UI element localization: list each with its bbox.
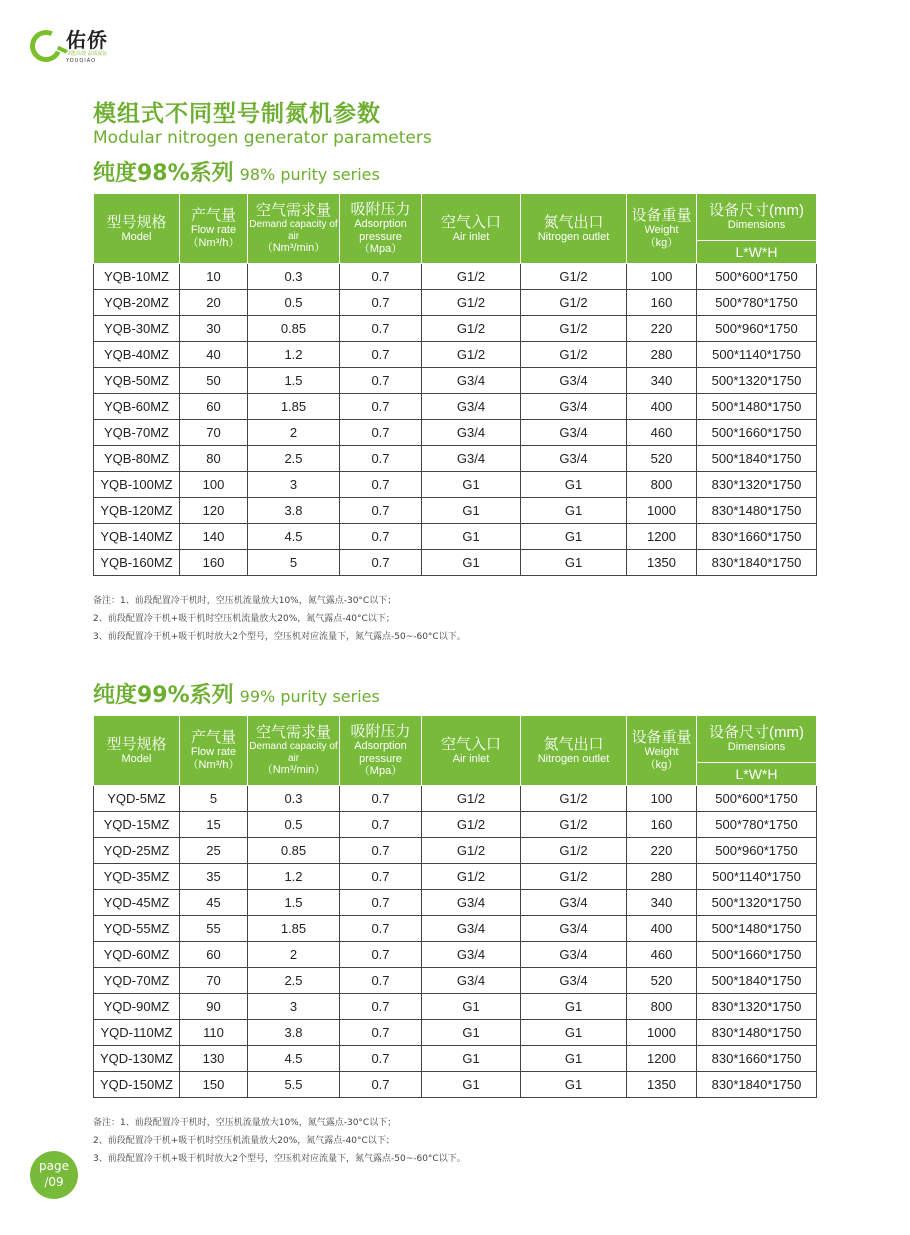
note-line: 备注：1、前段配置冷干机时，空压机流量放大10%，氮气露点-30°C以下； [93, 596, 397, 606]
series-99-title-cn: 纯度99%系列 [93, 683, 234, 708]
cell-weight: 1000 [627, 498, 697, 524]
table-row [94, 786, 817, 812]
cell-weight: 400 [627, 394, 697, 420]
cell-inlet: G3/4 [422, 890, 521, 916]
cell-outlet: G3/4 [521, 890, 627, 916]
cell-model: YQB-40MZ [94, 342, 180, 368]
cell-dimensions: 500*960*1750 [697, 838, 817, 864]
spec-table-99 [93, 715, 817, 1098]
cell-pressure: 0.7 [340, 368, 422, 394]
table-row [94, 838, 817, 864]
cell-flow: 160 [180, 550, 248, 576]
cell-flow: 140 [180, 524, 248, 550]
cell-flow: 50 [180, 368, 248, 394]
table-row [94, 994, 817, 1020]
cell-weight: 280 [627, 864, 697, 890]
cell-model: YQD-15MZ [94, 812, 180, 838]
table-98-body [94, 264, 817, 576]
cell-dimensions: 500*1480*1750 [697, 394, 817, 420]
cell-flow: 10 [180, 264, 248, 290]
cell-flow: 100 [180, 472, 248, 498]
cell-pressure: 0.7 [340, 786, 422, 812]
notes-99 [93, 1114, 466, 1168]
cell-flow: 35 [180, 864, 248, 890]
cell-model: YQB-20MZ [94, 290, 180, 316]
cell-inlet: G3/4 [422, 942, 521, 968]
cell-dimensions: 830*1840*1750 [697, 550, 817, 576]
cell-pressure: 0.7 [340, 420, 422, 446]
cell-weight: 340 [627, 890, 697, 916]
cell-pressure: 0.7 [340, 864, 422, 890]
cell-dimensions: 830*1480*1750 [697, 1020, 817, 1046]
cell-outlet: G1 [521, 1072, 627, 1098]
cell-inlet: G1/2 [422, 838, 521, 864]
header-demand: 空气需求量 Demand capacity of air （Nm³/min） [248, 194, 340, 264]
header-model: 型号规格 Model [94, 194, 180, 264]
cell-inlet: G1 [422, 1046, 521, 1072]
cell-weight: 1000 [627, 1020, 697, 1046]
cell-demand: 1.2 [248, 342, 340, 368]
cell-model: YQD-70MZ [94, 968, 180, 994]
cell-inlet: G1 [422, 524, 521, 550]
cell-pressure: 0.7 [340, 890, 422, 916]
cell-weight: 460 [627, 942, 697, 968]
table-row [94, 1020, 817, 1046]
cell-flow: 30 [180, 316, 248, 342]
table-row [94, 1046, 817, 1072]
cell-inlet: G1 [422, 472, 521, 498]
cell-dimensions: 500*1140*1750 [697, 864, 817, 890]
cell-model: YQD-55MZ [94, 916, 180, 942]
spec-table-98 [93, 193, 817, 576]
cell-pressure: 0.7 [340, 942, 422, 968]
cell-flow: 55 [180, 916, 248, 942]
table-row [94, 264, 817, 290]
header-dimensions-sub: L*W*H [697, 763, 817, 786]
table-row [94, 420, 817, 446]
series-98-title-cn: 纯度98%系列 [93, 161, 234, 186]
cell-model: YQB-70MZ [94, 420, 180, 446]
cell-demand: 0.3 [248, 786, 340, 812]
cell-dimensions: 500*1140*1750 [697, 342, 817, 368]
cell-weight: 800 [627, 472, 697, 498]
cell-flow: 130 [180, 1046, 248, 1072]
cell-inlet: G1 [422, 550, 521, 576]
cell-demand: 4.5 [248, 1046, 340, 1072]
cell-dimensions: 500*960*1750 [697, 316, 817, 342]
cell-outlet: G1/2 [521, 342, 627, 368]
cell-outlet: G1/2 [521, 316, 627, 342]
cell-weight: 520 [627, 968, 697, 994]
cell-model: YQB-50MZ [94, 368, 180, 394]
cell-pressure: 0.7 [340, 1020, 422, 1046]
cell-outlet: G3/4 [521, 942, 627, 968]
cell-dimensions: 500*1840*1750 [697, 968, 817, 994]
logo-brand-cn: 佑侨 [66, 27, 108, 52]
cell-outlet: G3/4 [521, 394, 627, 420]
table-99-body [94, 786, 817, 1098]
note-line: 2、前段配置冷干机+吸干机时空压机流量放大20%，氮气露点-40°C以下； [93, 1136, 395, 1146]
cell-inlet: G3/4 [422, 394, 521, 420]
cell-weight: 1200 [627, 524, 697, 550]
cell-demand: 5 [248, 550, 340, 576]
header-pressure: 吸附压力 Adsorption pressure （Mpa） [340, 194, 422, 264]
logo-q-mark [25, 25, 66, 66]
cell-weight: 520 [627, 446, 697, 472]
cell-pressure: 0.7 [340, 342, 422, 368]
cell-flow: 110 [180, 1020, 248, 1046]
cell-weight: 220 [627, 838, 697, 864]
cell-outlet: G3/4 [521, 368, 627, 394]
cell-model: YQD-130MZ [94, 1046, 180, 1072]
cell-demand: 1.5 [248, 890, 340, 916]
header-inlet: 空气入口 Air inlet [422, 716, 521, 786]
cell-pressure: 0.7 [340, 394, 422, 420]
cell-model: YQB-160MZ [94, 550, 180, 576]
cell-demand: 1.85 [248, 394, 340, 420]
cell-dimensions: 500*1660*1750 [697, 942, 817, 968]
cell-dimensions: 500*1660*1750 [697, 420, 817, 446]
cell-outlet: G3/4 [521, 420, 627, 446]
cell-inlet: G3/4 [422, 420, 521, 446]
cell-flow: 90 [180, 994, 248, 1020]
cell-flow: 25 [180, 838, 248, 864]
cell-inlet: G1/2 [422, 290, 521, 316]
cell-weight: 160 [627, 812, 697, 838]
cell-demand: 4.5 [248, 524, 340, 550]
cell-model: YQB-140MZ [94, 524, 180, 550]
cell-dimensions: 500*1480*1750 [697, 916, 817, 942]
cell-model: YQD-110MZ [94, 1020, 180, 1046]
page-title-en: Modular nitrogen generator parameters [93, 128, 432, 148]
table-row [94, 812, 817, 838]
cell-dimensions: 830*1480*1750 [697, 498, 817, 524]
header-demand: 空气需求量 Demand capacity of air （Nm³/min） [248, 716, 340, 786]
cell-model: YQB-80MZ [94, 446, 180, 472]
cell-weight: 100 [627, 786, 697, 812]
table-row [94, 498, 817, 524]
page-label: page [39, 1159, 69, 1173]
cell-weight: 160 [627, 290, 697, 316]
table-row [94, 916, 817, 942]
cell-inlet: G1/2 [422, 786, 521, 812]
header-flow: 产气量 Flow rate （Nm³/h） [180, 716, 248, 786]
cell-pressure: 0.7 [340, 1072, 422, 1098]
cell-demand: 3.8 [248, 498, 340, 524]
cell-weight: 280 [627, 342, 697, 368]
cell-outlet: G1/2 [521, 864, 627, 890]
cell-demand: 1.85 [248, 916, 340, 942]
cell-inlet: G3/4 [422, 968, 521, 994]
cell-inlet: G1 [422, 1020, 521, 1046]
cell-outlet: G1 [521, 472, 627, 498]
cell-dimensions: 830*1320*1750 [697, 994, 817, 1020]
cell-model: YQB-30MZ [94, 316, 180, 342]
header-weight: 设备重量 Weight （kg） [627, 194, 697, 264]
table-row [94, 446, 817, 472]
cell-inlet: G1 [422, 994, 521, 1020]
cell-dimensions: 500*600*1750 [697, 264, 817, 290]
cell-inlet: G1/2 [422, 812, 521, 838]
cell-model: YQB-10MZ [94, 264, 180, 290]
page-title-cn: 模组式不同型号制氮机参数 [93, 101, 381, 127]
cell-outlet: G1/2 [521, 290, 627, 316]
cell-inlet: G1/2 [422, 864, 521, 890]
cell-pressure: 0.7 [340, 290, 422, 316]
cell-flow: 120 [180, 498, 248, 524]
cell-flow: 70 [180, 420, 248, 446]
cell-flow: 70 [180, 968, 248, 994]
table-row [94, 968, 817, 994]
notes-98 [93, 592, 466, 646]
cell-pressure: 0.7 [340, 838, 422, 864]
note-line: 备注：1、前段配置冷干机时，空压机流量放大10%，氮气露点-30°C以下； [93, 1118, 397, 1128]
cell-inlet: G3/4 [422, 916, 521, 942]
cell-outlet: G1/2 [521, 838, 627, 864]
table-row [94, 890, 817, 916]
table-row [94, 1072, 817, 1098]
series-98-title [93, 156, 380, 187]
note-line: 2、前段配置冷干机+吸干机时空压机流量放大20%，氮气露点-40°C以下； [93, 614, 395, 624]
cell-demand: 3.8 [248, 1020, 340, 1046]
cell-outlet: G1 [521, 1046, 627, 1072]
cell-outlet: G1/2 [521, 812, 627, 838]
logo-brand-en: YOUQIAO [66, 57, 97, 64]
cell-demand: 0.85 [248, 316, 340, 342]
cell-inlet: G3/4 [422, 368, 521, 394]
cell-pressure: 0.7 [340, 498, 422, 524]
cell-inlet: G1/2 [422, 316, 521, 342]
note-line: 3、前段配置冷干机+吸干机时放大2个型号，空压机对应流量下，氮气露点-50~-60°C以下。 [93, 632, 466, 642]
cell-pressure: 0.7 [340, 812, 422, 838]
cell-pressure: 0.7 [340, 316, 422, 342]
cell-pressure: 0.7 [340, 968, 422, 994]
cell-dimensions: 830*1320*1750 [697, 472, 817, 498]
cell-weight: 220 [627, 316, 697, 342]
cell-pressure: 0.7 [340, 472, 422, 498]
cell-pressure: 0.7 [340, 264, 422, 290]
cell-demand: 3 [248, 994, 340, 1020]
cell-outlet: G1 [521, 550, 627, 576]
cell-inlet: G1/2 [422, 342, 521, 368]
cell-model: YQD-60MZ [94, 942, 180, 968]
cell-model: YQD-35MZ [94, 864, 180, 890]
cell-dimensions: 830*1840*1750 [697, 1072, 817, 1098]
cell-flow: 80 [180, 446, 248, 472]
cell-demand: 2 [248, 420, 340, 446]
cell-outlet: G1 [521, 994, 627, 1020]
brand-logo [30, 28, 108, 64]
cell-outlet: G1/2 [521, 264, 627, 290]
cell-weight: 340 [627, 368, 697, 394]
cell-demand: 0.5 [248, 290, 340, 316]
note-line: 3、前段配置冷干机+吸干机时放大2个型号，空压机对应流量下，氮气露点-50~-60°C以下。 [93, 1154, 466, 1164]
header-dimensions-sub: L*W*H [697, 241, 817, 264]
cell-model: YQB-100MZ [94, 472, 180, 498]
cell-dimensions: 500*780*1750 [697, 290, 817, 316]
table-row [94, 316, 817, 342]
header-outlet: 氮气出口 Nitrogen outlet [521, 716, 627, 786]
table-row [94, 342, 817, 368]
cell-flow: 15 [180, 812, 248, 838]
cell-dimensions: 500*1840*1750 [697, 446, 817, 472]
cell-flow: 5 [180, 786, 248, 812]
cell-dimensions: 830*1660*1750 [697, 1046, 817, 1072]
cell-inlet: G1 [422, 1072, 521, 1098]
cell-inlet: G3/4 [422, 446, 521, 472]
cell-model: YQD-150MZ [94, 1072, 180, 1098]
header-dimensions: 设备尺寸(mm) Dimensions [697, 194, 817, 241]
header-dimensions: 设备尺寸(mm) Dimensions [697, 716, 817, 763]
cell-dimensions: 500*1320*1750 [697, 890, 817, 916]
cell-outlet: G1/2 [521, 786, 627, 812]
cell-outlet: G1 [521, 524, 627, 550]
header-pressure: 吸附压力 Adsorption pressure （Mpa） [340, 716, 422, 786]
cell-model: YQD-90MZ [94, 994, 180, 1020]
cell-pressure: 0.7 [340, 550, 422, 576]
cell-dimensions: 500*780*1750 [697, 812, 817, 838]
cell-demand: 3 [248, 472, 340, 498]
series-99-title-en: 99% purity series [239, 687, 380, 706]
cell-dimensions: 500*600*1750 [697, 786, 817, 812]
cell-inlet: G1 [422, 498, 521, 524]
table-row [94, 550, 817, 576]
page-number-badge [30, 1151, 78, 1199]
cell-demand: 0.3 [248, 264, 340, 290]
cell-outlet: G3/4 [521, 916, 627, 942]
cell-flow: 40 [180, 342, 248, 368]
series-99-title [93, 678, 380, 709]
table-row [94, 368, 817, 394]
table-row [94, 864, 817, 890]
cell-inlet: G1/2 [422, 264, 521, 290]
cell-pressure: 0.7 [340, 446, 422, 472]
cell-weight: 1350 [627, 550, 697, 576]
cell-flow: 60 [180, 394, 248, 420]
cell-outlet: G3/4 [521, 446, 627, 472]
cell-weight: 400 [627, 916, 697, 942]
header-weight: 设备重量 Weight （kg） [627, 716, 697, 786]
cell-outlet: G3/4 [521, 968, 627, 994]
table-row [94, 472, 817, 498]
table-row [94, 290, 817, 316]
table-row [94, 942, 817, 968]
cell-weight: 100 [627, 264, 697, 290]
cell-weight: 800 [627, 994, 697, 1020]
table-row [94, 524, 817, 550]
cell-model: YQD-45MZ [94, 890, 180, 916]
cell-model: YQD-5MZ [94, 786, 180, 812]
cell-model: YQD-25MZ [94, 838, 180, 864]
cell-dimensions: 500*1320*1750 [697, 368, 817, 394]
cell-flow: 60 [180, 942, 248, 968]
header-outlet: 氮气出口 Nitrogen outlet [521, 194, 627, 264]
cell-pressure: 0.7 [340, 1046, 422, 1072]
cell-demand: 1.2 [248, 864, 340, 890]
page-number: /09 [44, 1175, 64, 1189]
header-inlet: 空气入口 Air inlet [422, 194, 521, 264]
cell-flow: 45 [180, 890, 248, 916]
cell-flow: 150 [180, 1072, 248, 1098]
cell-model: YQB-120MZ [94, 498, 180, 524]
cell-weight: 1200 [627, 1046, 697, 1072]
series-98-title-en: 98% purity series [239, 165, 380, 184]
table-row [94, 394, 817, 420]
cell-dimensions: 830*1660*1750 [697, 524, 817, 550]
cell-weight: 460 [627, 420, 697, 446]
cell-flow: 20 [180, 290, 248, 316]
cell-outlet: G1 [521, 1020, 627, 1046]
cell-pressure: 0.7 [340, 994, 422, 1020]
cell-demand: 0.5 [248, 812, 340, 838]
cell-demand: 2.5 [248, 446, 340, 472]
cell-demand: 2 [248, 942, 340, 968]
cell-pressure: 0.7 [340, 916, 422, 942]
cell-demand: 5.5 [248, 1072, 340, 1098]
cell-weight: 1350 [627, 1072, 697, 1098]
cell-demand: 0.85 [248, 838, 340, 864]
logo-slogan: 节能高效 品质保证 [66, 50, 108, 57]
cell-model: YQB-60MZ [94, 394, 180, 420]
header-flow: 产气量 Flow rate （Nm³/h） [180, 194, 248, 264]
cell-pressure: 0.7 [340, 524, 422, 550]
cell-demand: 2.5 [248, 968, 340, 994]
cell-outlet: G1 [521, 498, 627, 524]
header-model: 型号规格 Model [94, 716, 180, 786]
cell-demand: 1.5 [248, 368, 340, 394]
